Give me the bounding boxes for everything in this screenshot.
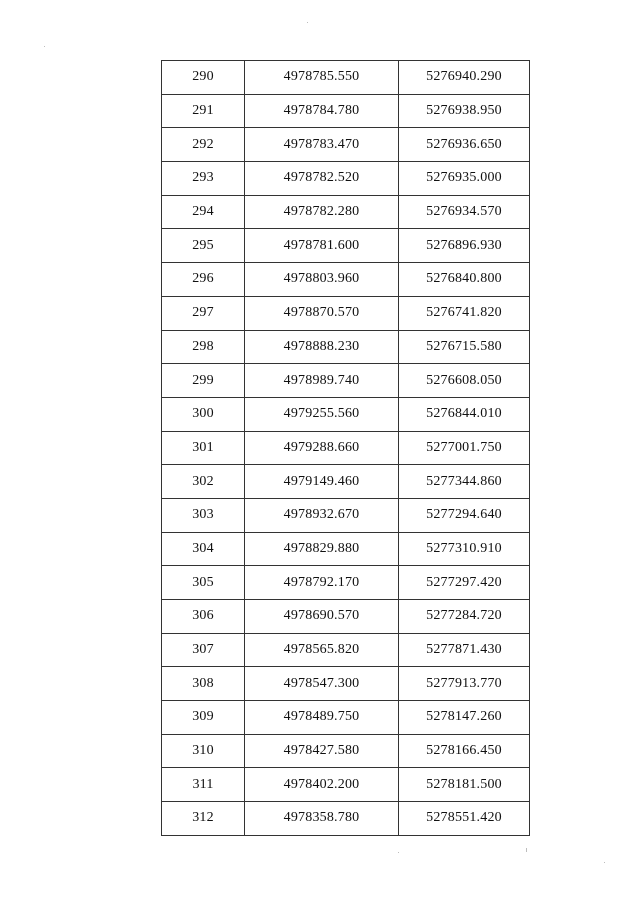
scan-speck [44, 46, 45, 47]
point-number-cell: 297 [162, 296, 245, 330]
x-coordinate-cell: 4978782.280 [245, 195, 399, 229]
table-row [162, 498, 530, 532]
x-coordinate-cell: 4979288.660 [245, 431, 399, 465]
point-number-cell: 294 [162, 195, 245, 229]
y-coordinate-cell: 5278181.500 [399, 768, 530, 802]
table-row [162, 734, 530, 768]
y-coordinate-cell: 5276844.010 [399, 397, 530, 431]
table-row [162, 195, 530, 229]
point-number-cell: 311 [162, 768, 245, 802]
x-coordinate-cell: 4978989.740 [245, 364, 399, 398]
point-number-cell: 304 [162, 532, 245, 566]
point-number-cell: 310 [162, 734, 245, 768]
point-number-cell: 296 [162, 263, 245, 297]
table-row [162, 128, 530, 162]
x-coordinate-cell: 4978785.550 [245, 61, 399, 95]
table-row [162, 61, 530, 95]
table-row [162, 94, 530, 128]
y-coordinate-cell: 5277310.910 [399, 532, 530, 566]
point-number-cell: 308 [162, 667, 245, 701]
coordinate-table-body [162, 61, 530, 836]
table-row [162, 566, 530, 600]
coordinate-table [161, 60, 530, 836]
y-coordinate-cell: 5277294.640 [399, 498, 530, 532]
y-coordinate-cell: 5278166.450 [399, 734, 530, 768]
scan-speck [398, 852, 399, 853]
table-row [162, 633, 530, 667]
x-coordinate-cell: 4978547.300 [245, 667, 399, 701]
point-number-cell: 302 [162, 465, 245, 499]
y-coordinate-cell: 5276896.930 [399, 229, 530, 263]
x-coordinate-cell: 4978784.780 [245, 94, 399, 128]
x-coordinate-cell: 4978358.780 [245, 802, 399, 836]
point-number-cell: 291 [162, 94, 245, 128]
table-row [162, 397, 530, 431]
x-coordinate-cell: 4978489.750 [245, 701, 399, 735]
y-coordinate-cell: 5277871.430 [399, 633, 530, 667]
table-row [162, 229, 530, 263]
table-row [162, 465, 530, 499]
table-row [162, 802, 530, 836]
point-number-cell: 300 [162, 397, 245, 431]
scan-speck [307, 22, 308, 23]
x-coordinate-cell: 4978427.580 [245, 734, 399, 768]
table-row [162, 532, 530, 566]
x-coordinate-cell: 4978690.570 [245, 600, 399, 634]
point-number-cell: 299 [162, 364, 245, 398]
point-number-cell: 293 [162, 162, 245, 196]
y-coordinate-cell: 5276938.950 [399, 94, 530, 128]
y-coordinate-cell: 5276936.650 [399, 128, 530, 162]
table-row [162, 701, 530, 735]
table-row [162, 296, 530, 330]
y-coordinate-cell: 5276715.580 [399, 330, 530, 364]
x-coordinate-cell: 4978781.600 [245, 229, 399, 263]
y-coordinate-cell: 5277001.750 [399, 431, 530, 465]
table-row [162, 431, 530, 465]
y-coordinate-cell: 5278147.260 [399, 701, 530, 735]
x-coordinate-cell: 4979149.460 [245, 465, 399, 499]
point-number-cell: 303 [162, 498, 245, 532]
point-number-cell: 290 [162, 61, 245, 95]
table-row [162, 263, 530, 297]
x-coordinate-cell: 4978782.520 [245, 162, 399, 196]
x-coordinate-cell: 4979255.560 [245, 397, 399, 431]
scan-speck [604, 862, 605, 863]
point-number-cell: 292 [162, 128, 245, 162]
table-row [162, 364, 530, 398]
y-coordinate-cell: 5277297.420 [399, 566, 530, 600]
y-coordinate-cell: 5276940.290 [399, 61, 530, 95]
point-number-cell: 307 [162, 633, 245, 667]
y-coordinate-cell: 5277913.770 [399, 667, 530, 701]
point-number-cell: 306 [162, 600, 245, 634]
x-coordinate-cell: 4978783.470 [245, 128, 399, 162]
table-row [162, 330, 530, 364]
x-coordinate-cell: 4978792.170 [245, 566, 399, 600]
point-number-cell: 298 [162, 330, 245, 364]
point-number-cell: 312 [162, 802, 245, 836]
x-coordinate-cell: 4978402.200 [245, 768, 399, 802]
table-row [162, 768, 530, 802]
table-row [162, 667, 530, 701]
table-row [162, 600, 530, 634]
scan-speck [526, 848, 527, 852]
y-coordinate-cell: 5277284.720 [399, 600, 530, 634]
y-coordinate-cell: 5277344.860 [399, 465, 530, 499]
point-number-cell: 305 [162, 566, 245, 600]
point-number-cell: 295 [162, 229, 245, 263]
y-coordinate-cell: 5276608.050 [399, 364, 530, 398]
x-coordinate-cell: 4978870.570 [245, 296, 399, 330]
y-coordinate-cell: 5276934.570 [399, 195, 530, 229]
y-coordinate-cell: 5276935.000 [399, 162, 530, 196]
y-coordinate-cell: 5276840.800 [399, 263, 530, 297]
x-coordinate-cell: 4978888.230 [245, 330, 399, 364]
x-coordinate-cell: 4978829.880 [245, 532, 399, 566]
y-coordinate-cell: 5276741.820 [399, 296, 530, 330]
y-coordinate-cell: 5278551.420 [399, 802, 530, 836]
x-coordinate-cell: 4978803.960 [245, 263, 399, 297]
x-coordinate-cell: 4978565.820 [245, 633, 399, 667]
table-row [162, 162, 530, 196]
point-number-cell: 301 [162, 431, 245, 465]
point-number-cell: 309 [162, 701, 245, 735]
x-coordinate-cell: 4978932.670 [245, 498, 399, 532]
